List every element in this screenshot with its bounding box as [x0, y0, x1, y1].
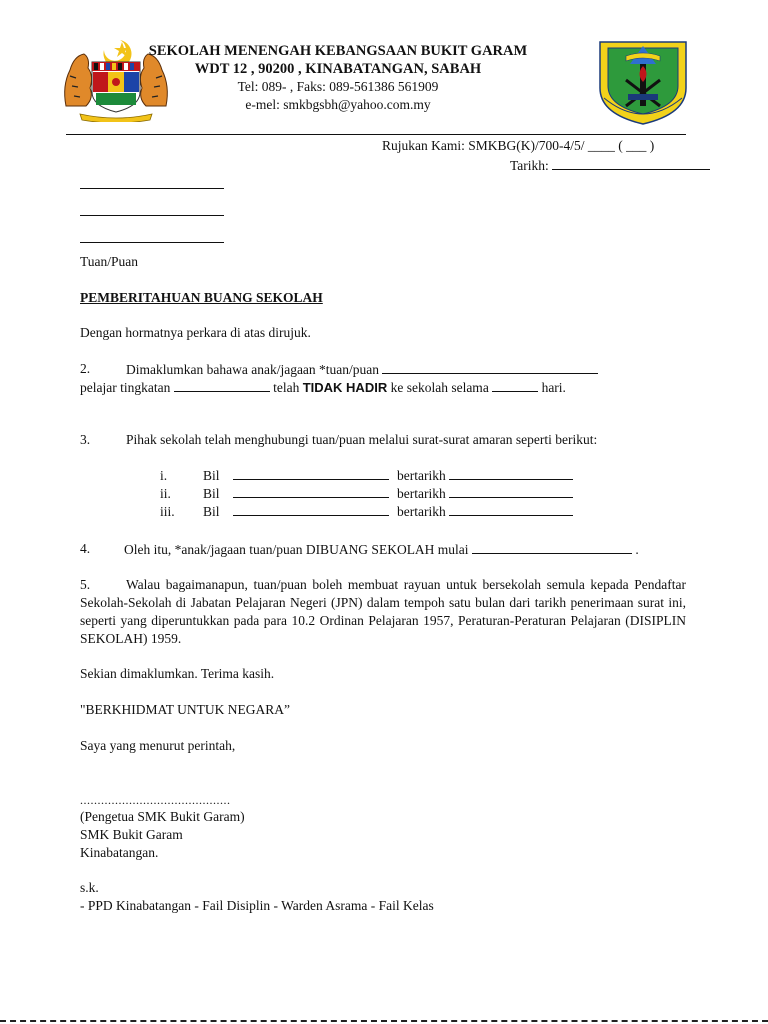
closing-line: Sekian dimaklumkan. Terima kasih. — [80, 666, 275, 681]
para-2-text-e: hari. — [541, 380, 566, 395]
date-line — [510, 156, 710, 175]
item-number: iii. — [160, 504, 175, 519]
school-address: WDT 12 , 90200 , KINABATANGAN, SABAH — [194, 61, 482, 77]
letter-subject: PEMBERITAHUAN BUANG SEKOLAH — [80, 290, 323, 305]
item-number: i. — [160, 468, 168, 483]
para-3-text: Pihak sekolah telah menghubungi tuan/puan melalui surat-surat amaran seperti berikut: — [126, 432, 598, 447]
school-email: e-mel: smkbgsbh@yahoo.com.my — [245, 97, 431, 112]
item-bil: Bil — [203, 504, 220, 519]
address-line-1 — [80, 188, 224, 189]
item-number: ii. — [160, 486, 171, 501]
opening-line: Dengan hormatnya perkara di atas dirujuk. — [80, 325, 311, 340]
school-crest-logo — [596, 36, 690, 126]
warning-list-item — [160, 466, 573, 485]
para-2-form-label: pelajar tingkatan — [80, 380, 171, 395]
date-label: Tarikh: — [510, 158, 549, 173]
cc-list: - PPD Kinabatangan - Fail Disiplin - Warden Asrama - Fail Kelas — [80, 898, 434, 913]
para-2-text-c: telah — [273, 380, 300, 395]
cc-label: s.k. — [80, 880, 99, 895]
item-bil: Bil — [203, 468, 220, 483]
signatory-place: Kinabatangan. — [80, 845, 159, 860]
motto: "BERKHIDMAT UNTUK NEGARA” — [80, 702, 291, 717]
warning-list-item — [160, 502, 573, 521]
signatory-title: (Pengetua SMK Bukit Garam) — [80, 809, 245, 824]
para-2-number: 2. — [80, 361, 91, 376]
address-line-2 — [80, 215, 224, 216]
para-2-bold: TIDAK HADIR — [302, 380, 388, 395]
para-2-line-1 — [126, 360, 598, 379]
signoff: Saya yang menurut perintah, — [80, 738, 236, 753]
letterhead — [128, 42, 548, 114]
signature-dots: ........................................... — [80, 793, 231, 807]
para-3-number: 3. — [80, 432, 91, 447]
para-4-text: Oleh itu, *anak/jagaan tuan/puan DIBUANG SEKOLAH mulai — [124, 542, 469, 557]
para-5-number: 5. — [80, 577, 91, 592]
item-bil: Bil — [203, 486, 220, 501]
warning-list-item — [160, 484, 573, 503]
para-5-text: Walau bagaimanapun, tuan/puan boleh membuat rayuan untuk bersekolah semula kepada Pendaftar Sekolah-Sekolah di Jabatan Pelajaran Negeri (JPN) dalam tempoh satu bulan dari tarikh penerimaan surat ini, seperti yang diperuntukkan pada para 10.2 Ordinan Pelajaran 1957, Peraturan-Peraturan Pelajaran (DISIPLIN SEKOLAH) 1959. — [80, 577, 686, 646]
para-4-end: . — [635, 542, 639, 557]
page-bottom-border — [0, 1020, 768, 1022]
school-phone: Tel: 089- , Faks: 089-561386 561909 — [237, 79, 439, 94]
item-bertarikh: bertarikh — [397, 504, 446, 519]
para-2-line-2 — [80, 378, 566, 397]
para-4-line — [124, 540, 639, 559]
para-5 — [80, 576, 686, 648]
address-line-3 — [80, 242, 224, 243]
para-2-text-d: ke sekolah selama — [390, 380, 489, 395]
header-divider — [66, 134, 686, 135]
item-bertarikh: bertarikh — [397, 468, 446, 483]
signatory-school: SMK Bukit Garam — [80, 827, 183, 842]
para-4-number: 4. — [80, 541, 91, 556]
para-2-text: Dimaklumkan bahawa anak/jagaan *tuan/puan — [126, 362, 380, 377]
school-name: SEKOLAH MENENGAH KEBANGSAAN BUKIT GARAM — [148, 43, 528, 59]
item-bertarikh: bertarikh — [397, 486, 446, 501]
reference-number: Rujukan Kami: SMKBG(K)/700-4/5/ ____ ( ___ ) — [382, 138, 655, 153]
salutation: Tuan/Puan — [80, 254, 139, 269]
